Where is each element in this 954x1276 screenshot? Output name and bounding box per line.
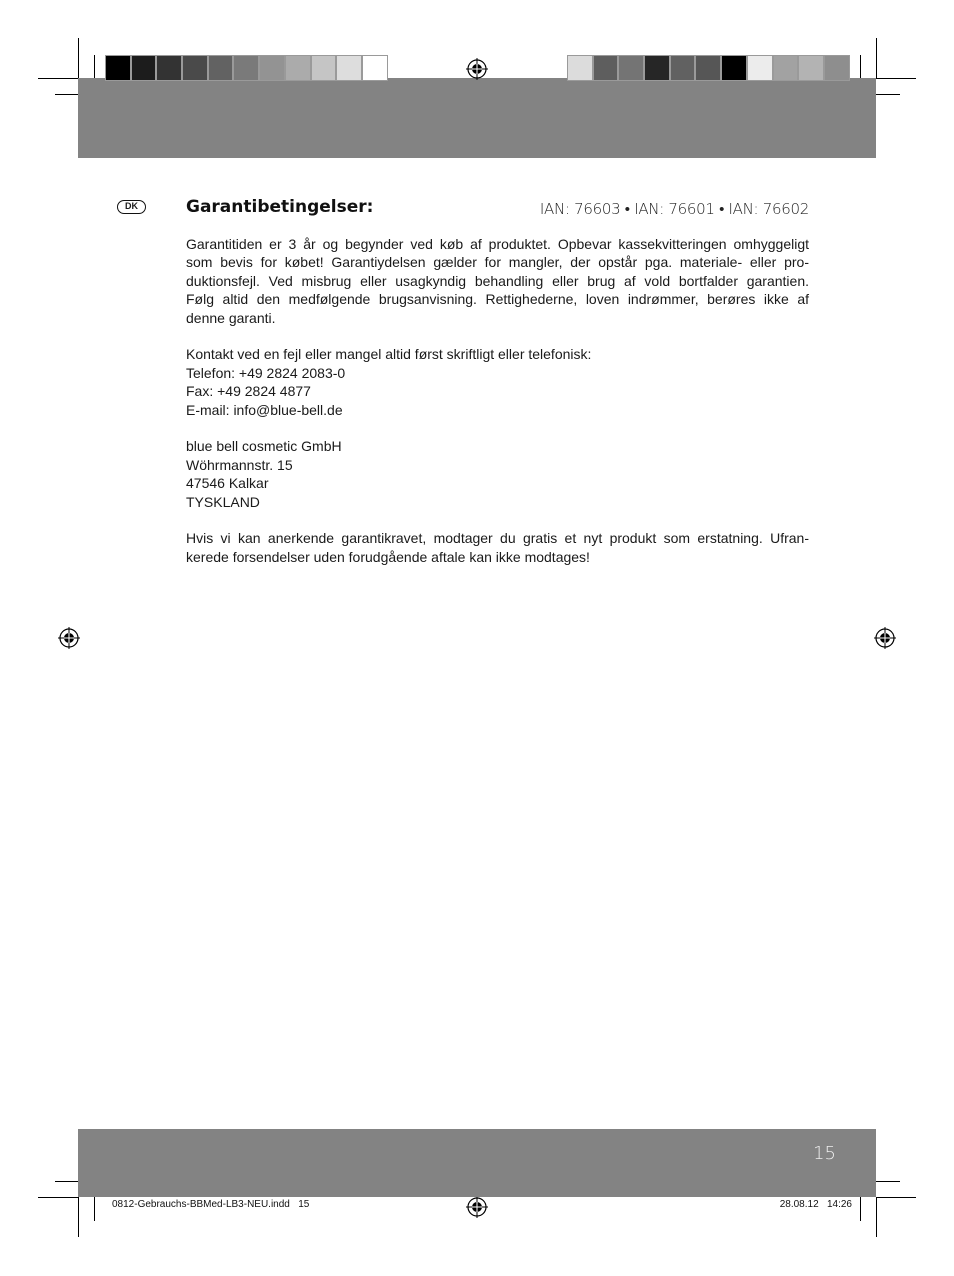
footer-band [78,1129,876,1197]
registration-mark-icon [466,1196,488,1218]
color-swatch [798,55,824,81]
color-swatch [311,55,337,81]
header-band [78,78,876,158]
color-swatch [336,55,362,81]
contact-block [186,345,809,419]
color-swatch [182,55,208,81]
crop-mark [38,78,78,79]
address-city: 47546 Kalkar [186,475,269,492]
contact-fax: Fax: +49 2824 4877 [186,383,311,400]
address-company: blue bell cosmetic GmbH [186,438,342,455]
text-line: kerede forsendelser uden forudgående aftale kan ikke modtages! [186,548,590,565]
text-line: denne garanti. [186,309,276,326]
color-swatch [105,55,131,81]
color-bar-left [105,55,388,81]
language-badge: DK [117,200,146,214]
crop-mark [78,38,79,78]
crop-mark [876,94,900,95]
crop-mark [860,1197,861,1221]
crop-mark [38,1197,78,1198]
crop-mark [876,1197,916,1198]
ian-numbers: IAN: 76603 • IAN: 76601 • IAN: 76602 [539,200,809,218]
crop-mark [876,1181,900,1182]
crop-mark [876,78,916,79]
slug-date-time: 28.08.12 14:26 [779,1199,852,1210]
color-swatch [259,55,285,81]
color-swatch [567,55,593,81]
color-swatch [208,55,234,81]
text-line: Følg altid den medfølgende brugsanvisning. Rettighederne, loven indrømmer, berøres ikke af [186,291,809,308]
warranty-text [186,235,809,585]
color-swatch [773,55,799,81]
final-paragraph [186,529,809,566]
color-swatch [618,55,644,81]
crop-mark [876,38,877,78]
text-line: Garantitiden er 3 år og begynder ved køb af produktet. Opbevar kassekvitteringen omhyggeligt [186,236,809,252]
warranty-paragraph [186,235,809,327]
color-bar-right [567,55,850,81]
color-swatch [362,55,388,81]
address-block [186,437,809,511]
color-swatch [670,55,696,81]
registration-mark-icon [58,627,80,649]
crop-mark [94,55,95,79]
contact-email: E-mail: info@blue-bell.de [186,401,343,418]
color-swatch [593,55,619,81]
color-swatch [721,55,747,81]
color-swatch [131,55,157,81]
crop-mark [94,1197,95,1221]
crop-mark [78,1197,79,1237]
text-line: duktionsfejl. Ved misbrug eller usagkyndig behandling eller brug af vold bortfalder garantien. [186,272,809,289]
color-swatch [747,55,773,81]
crop-mark [55,1181,79,1182]
registration-mark-icon [466,58,488,80]
address-street: Wöhrmannstr. 15 [186,456,293,473]
address-country: TYSKLAND [186,493,260,510]
crop-mark [876,1197,877,1237]
contact-phone: Telefon: +49 2824 2083-0 [186,364,346,381]
color-swatch [695,55,721,81]
color-swatch [644,55,670,81]
text-line: Hvis vi kan anerkende garantikravet, modtager du gratis et nyt produkt som erstatning. Ufran- [186,530,809,547]
color-swatch [233,55,259,81]
crop-mark [55,94,79,95]
page-number: 15 [813,1143,836,1164]
crop-mark [860,55,861,79]
color-swatch [285,55,311,81]
contact-intro: Kontakt ved en fejl eller mangel altid først skriftligt eller telefonisk: [186,346,592,363]
text-line: som bevis for købet! Garantiydelsen gælder for mangler, der opstår pga. materiale- eller pro- [186,254,809,271]
color-swatch [156,55,182,81]
section-title: Garantibetingelser: [186,197,374,217]
color-swatch [824,55,850,81]
slug-file-info: 0812-Gebrauchs-BBMed-LB3-NEU.indd 15 [112,1199,310,1210]
registration-mark-icon [874,627,896,649]
